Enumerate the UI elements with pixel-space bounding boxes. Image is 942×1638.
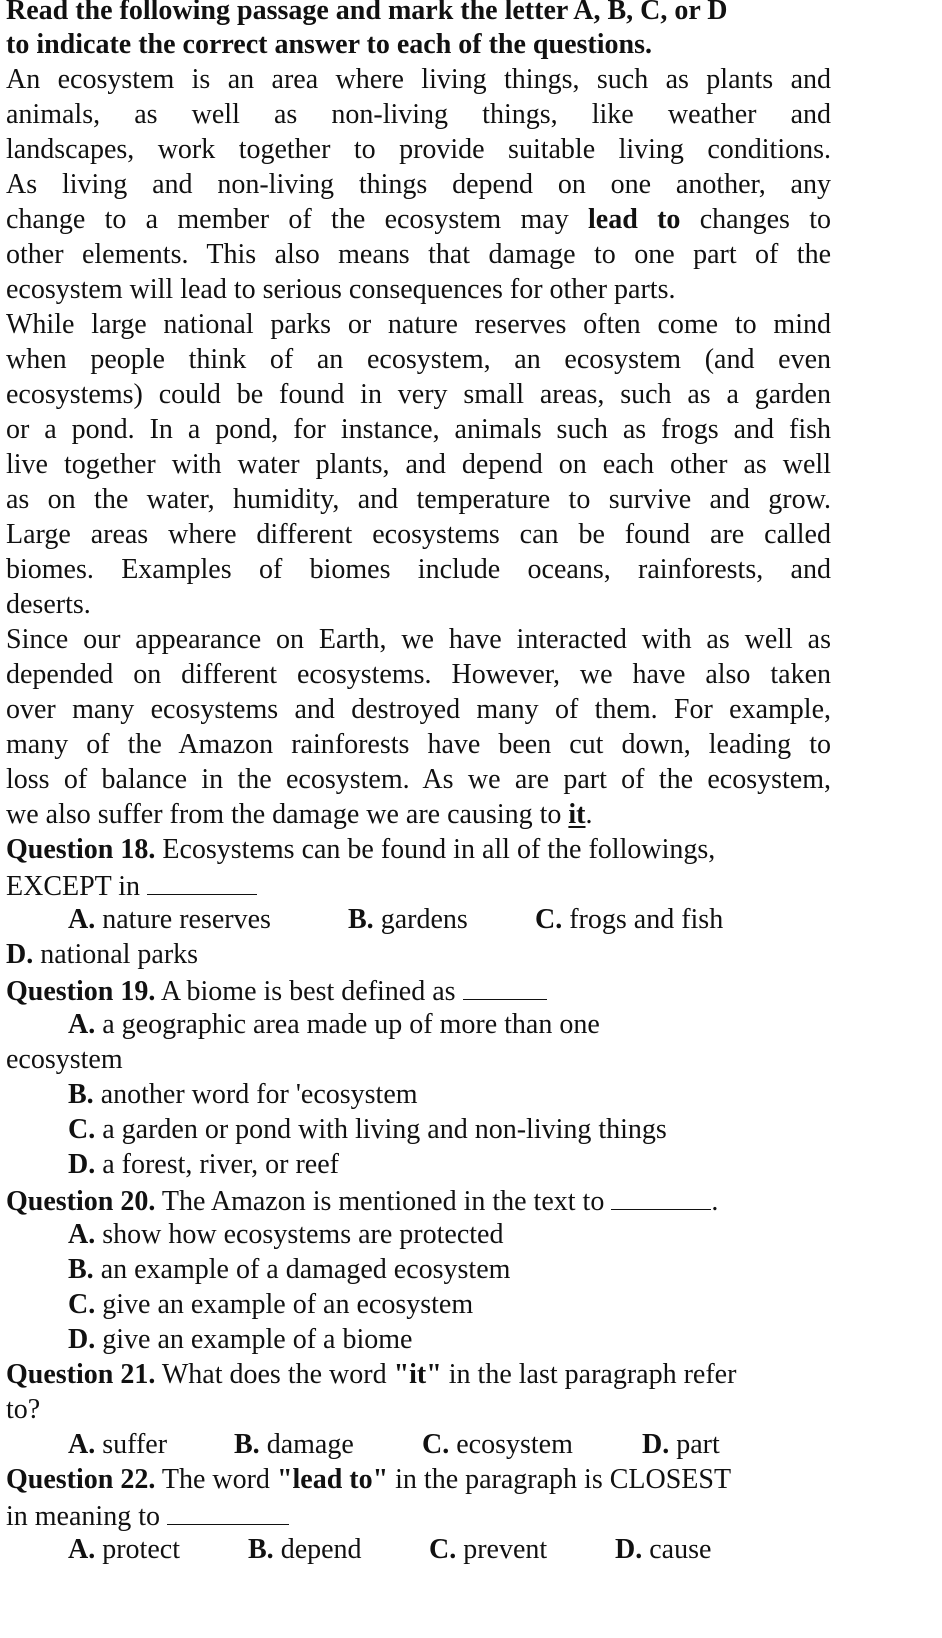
passage-line: loss of balance in the ecosystem. As we are part of the ecosystem, (6, 764, 831, 795)
option-c[interactable]: C. give an example of an ecosystem (68, 1289, 474, 1320)
option-a[interactable]: A. a geographic area made up of more than one (68, 1009, 600, 1040)
option-a-cont: ecosystem (6, 1044, 123, 1075)
question-21-options-row (68, 1428, 720, 1464)
option-a[interactable]: A. nature reserves (68, 904, 271, 935)
option-c[interactable]: C. ecosystem (422, 1429, 573, 1460)
passage-line: we also suffer from the damage we are causing to it. (6, 799, 593, 830)
option-d[interactable]: D. national parks (6, 939, 199, 970)
question-18-stem-cont: EXCEPT in (6, 868, 257, 904)
lead-to-phrase: lead to (588, 204, 681, 235)
passage-line: many of the Amazon rainforests have been cut down, leading to (6, 729, 831, 760)
option-b[interactable]: B. gardens (348, 904, 468, 935)
instructions-line-2: to indicate the correct answer to each of the questions. (6, 29, 652, 60)
question-18-stem: Question 18. Ecosystems can be found in all of the followings, (6, 834, 716, 865)
instructions-line-1: Read the following passage and mark the letter A, B, C, or D (6, 0, 728, 26)
passage-line: depended on different ecosystems. However, we have also taken (6, 659, 831, 690)
passage-line: landscapes, work together to provide suitable living conditions. (6, 134, 831, 165)
passage-line: as on the water, humidity, and temperature to survive and grow. (6, 484, 831, 515)
answer-blank (167, 1498, 289, 1525)
option-c[interactable]: C. prevent (429, 1534, 548, 1565)
option-a[interactable]: A. suffer (68, 1429, 168, 1460)
passage-line: or a pond. In a pond, for instance, animals such as frogs and fish (6, 414, 831, 445)
option-d[interactable]: D. give an example of a biome (68, 1324, 413, 1355)
passage-line: Since our appearance on Earth, we have interacted with as well as (6, 624, 831, 655)
question-18-options-row (68, 903, 723, 939)
question-21-stem: Question 21. What does the word "it" in the last paragraph refer (6, 1359, 737, 1390)
question-21-stem-cont: to? (6, 1394, 41, 1425)
passage-line: ecosystem will lead to serious consequences for other parts. (6, 274, 676, 305)
option-d[interactable]: D. a forest, river, or reef (68, 1149, 339, 1180)
question-22-stem-cont: in meaning to (6, 1498, 289, 1534)
answer-blank (611, 1183, 711, 1210)
passage-line: when people think of an ecosystem, an ecosystem (and even (6, 344, 831, 375)
passage-line: change to a member of the ecosystem may lead to changes to (6, 204, 831, 235)
passage-line: Large areas where different ecosystems can be found are called (6, 519, 831, 550)
option-a[interactable]: A. protect (68, 1534, 180, 1565)
passage-line: An ecosystem is an area where living things, such as plants and (6, 64, 831, 95)
it-word: it (568, 799, 586, 830)
answer-blank (147, 868, 257, 895)
question-22-options-row (68, 1533, 711, 1569)
passage-line: ecosystems) could be found in very small areas, such as a garden (6, 379, 831, 410)
passage-line: As living and non-living things depend on one another, any (6, 169, 831, 200)
answer-blank (463, 973, 547, 1000)
passage-line: deserts. (6, 589, 91, 620)
passage-line: animals, as well as non-living things, like weather and (6, 99, 831, 130)
option-c[interactable]: C. frogs and fish (535, 904, 724, 935)
option-c[interactable]: C. a garden or pond with living and non-living things (68, 1114, 667, 1145)
option-d[interactable]: D. part (642, 1429, 720, 1460)
question-20-stem: Question 20. The Amazon is mentioned in the text to . (6, 1183, 718, 1219)
passage-line: biomes. Examples of biomes include oceans, rainforests, and (6, 554, 831, 585)
passage-line: other elements. This also means that damage to one part of the (6, 239, 831, 270)
option-a[interactable]: A. show how ecosystems are protected (68, 1219, 504, 1250)
passage-line: While large national parks or nature reserves often come to mind (6, 309, 831, 340)
option-b[interactable]: B. depend (248, 1534, 362, 1565)
option-b[interactable]: B. an example of a damaged ecosystem (68, 1254, 511, 1285)
passage-line: over many ecosystems and destroyed many of them. For example, (6, 694, 831, 725)
option-b[interactable]: B. another word for 'ecosystem (68, 1079, 418, 1110)
option-b[interactable]: B. damage (234, 1429, 354, 1460)
option-d[interactable]: D. cause (615, 1534, 712, 1565)
question-19-stem: Question 19. A biome is best defined as (6, 973, 547, 1009)
passage-line: live together with water plants, and depend on each other as well (6, 449, 831, 480)
question-22-stem: Question 22. The word "lead to" in the paragraph is CLOSEST (6, 1464, 732, 1495)
